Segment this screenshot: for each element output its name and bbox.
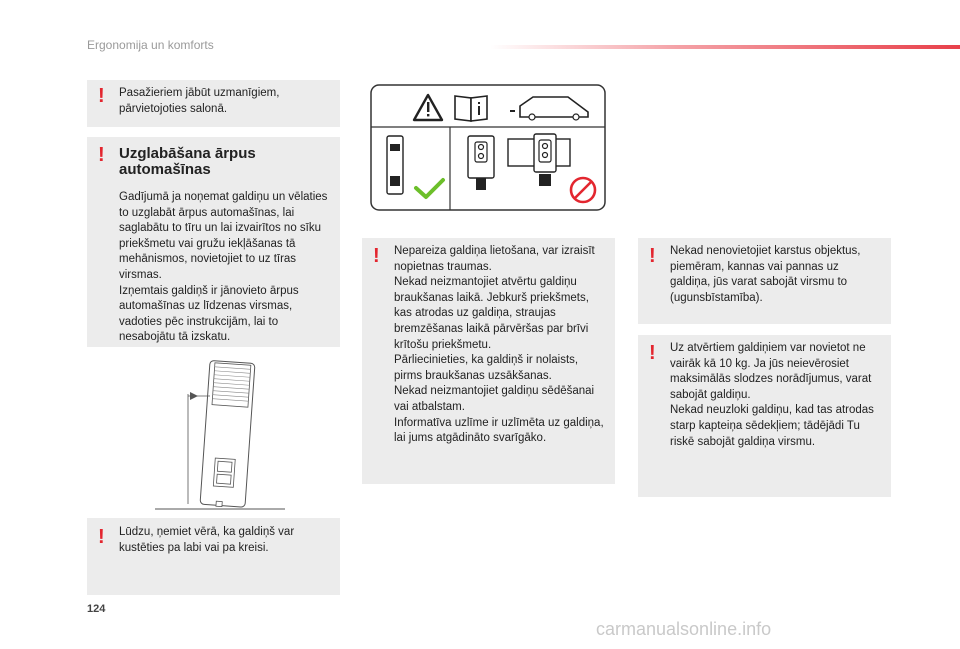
misuse-paragraph-3: Pārliecinieties, ka galdiņš ir nolaists, pirms braukšanas uzsākšanas.	[394, 354, 579, 382]
warning-icon: !	[98, 85, 105, 107]
load-warning-box	[638, 335, 891, 497]
passenger-warning-box	[87, 80, 340, 127]
tilt-warning-box	[87, 518, 340, 595]
hot-objects-warning-box	[638, 238, 891, 324]
storage-box	[87, 137, 340, 347]
misuse-paragraph-2: Nekad neizmantojiet atvērtu galdiņu braukšanas laikā. Jebkurš priekšmets, kas atrodas uz galdiņa, straujas bremzēšanas laikā pārvēršas par brīvi krītošu priekšmetu.	[394, 276, 589, 351]
misuse-warning-box	[362, 238, 615, 484]
warning-sticker	[370, 84, 606, 211]
storage-heading: Uzglabāšana ārpus automašīnas	[119, 145, 256, 178]
misuse-paragraph-1: Nepareiza galdiņa lietošana, var izraisīt nopietnas traumas.	[394, 245, 595, 273]
page-number: 124	[87, 603, 106, 615]
warning-icon: !	[373, 245, 380, 267]
passenger-warning-text: Pasažieriem jābūt uzmanīgiem, pārvietojoties salonā.	[119, 87, 280, 115]
watermark: carmanualsonline.info	[596, 619, 772, 639]
storage-paragraph-2: Izņemtais galdiņš ir jānovieto ārpus automašīnas uz līdzenas virsmas, vadoties pēc instrukcijām, lai to nesabojātu tā izskatu.	[119, 284, 299, 344]
load-paragraph-1: Uz atvērtiem galdiņiem var novietot ne vairāk kā 10 kg. Ja jūs neievērosiet maksimālās slodzes norādījumus, varat sabojāt galdiņu.	[670, 342, 872, 401]
load-paragraph-2: Nekad neuzloki galdiņu, kad tas atrodas starp kapteiņa sēdekļiem; tādējādi Tu riskē sabojāt galdiņa virsmu.	[670, 404, 874, 448]
storage-paragraph-1: Gadījumā ja noņemat galdiņu un vēlaties to uzglabāt ārpus automašīnas, lai saglabātu to tīru un lai izvairītos no sīku priekšmetu vai gružu iekļāšanas tā mehānismos, novietojiet to uz tīras virsmas.	[119, 191, 328, 281]
hot-objects-warning-text: Nekad nenovietojiet karstus objektus, piemēram, kannas vai pannas uz galdiņa, jūs varat sabojāt virsmu to (ugunsbīstamība).	[670, 245, 861, 304]
header-accent-bar	[490, 45, 960, 49]
warning-icon: !	[98, 526, 105, 548]
tilt-warning-text: Lūdzu, ņemiet vērā, ka galdiņš var kustēties pa labi vai pa kreisi.	[119, 526, 295, 554]
prohibited-icon	[571, 178, 595, 202]
misuse-paragraph-4: Nekad neizmantojiet galdiņu sēdēšanai vai atbalstam.	[394, 385, 595, 413]
section-title: Ergonomija un komforts	[87, 38, 214, 52]
misuse-paragraph-5: Informatīva uzlīme ir uzlīmēta uz galdiņa, lai jums atgādināto svarīgāko.	[394, 416, 604, 445]
warning-icon: !	[649, 342, 656, 364]
manual-info-icon	[455, 96, 487, 121]
warning-icon: !	[98, 144, 105, 166]
warning-icon: !	[649, 245, 656, 267]
table-tilt-illustration	[150, 354, 290, 514]
